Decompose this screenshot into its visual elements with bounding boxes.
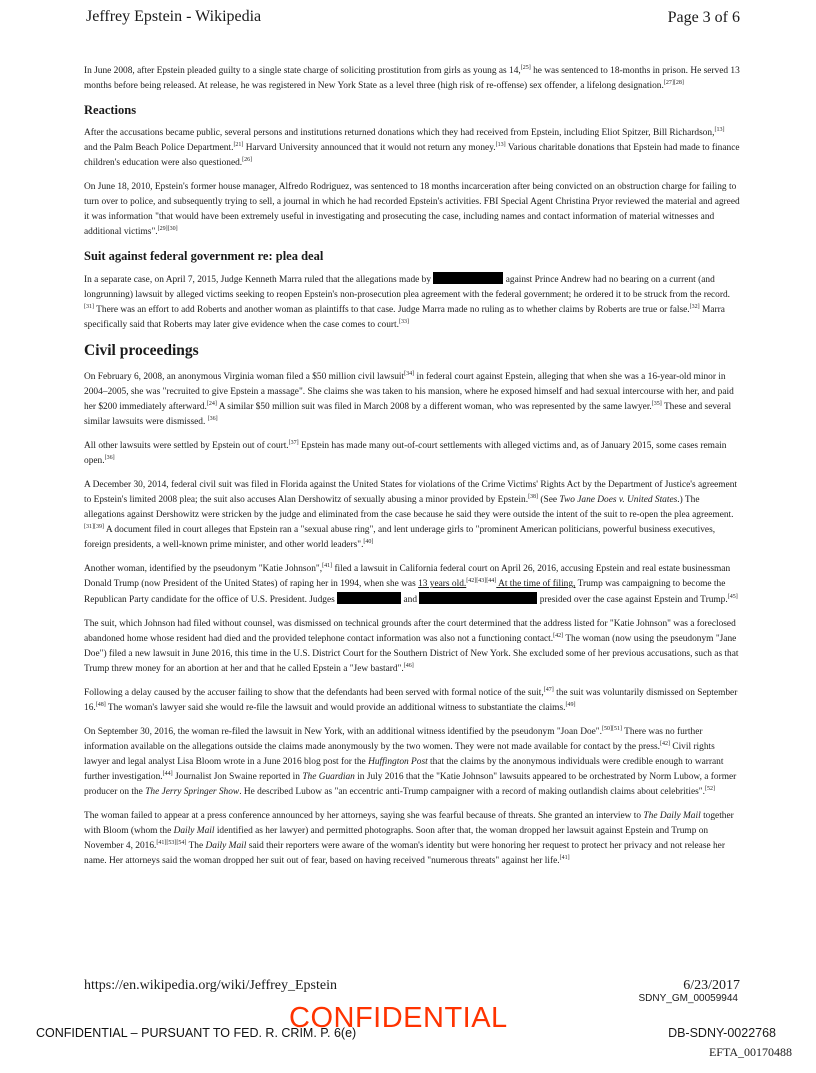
redaction-block — [433, 272, 503, 284]
bates-number-db: DB-SDNY-0022768 — [668, 1026, 776, 1040]
citation[interactable]: [37] — [288, 440, 299, 446]
citation[interactable]: [40] — [363, 539, 374, 545]
publication-name: The Daily Mail — [643, 811, 701, 821]
citation[interactable]: [41] — [559, 855, 570, 861]
civil-paragraph-1: On February 6, 2008, an anonymous Virginia woman filed a $50 million civil lawsuit[34] in federal court against Epstein, alleging that when she was a 16-year-old minor in 2004–2005, she was "recruited to give Epstein a massage". She claims she was taken to his mansion, where he exposed himself and had sexual intercourse with her, and paid her $200 immediately afterward.[24] A similar $50 million suit was filed in March 2008 by a different woman, who was represented by the same lawyer.[35] These and several similar lawsuits were dismissed. [36] — [84, 371, 734, 427]
publication-name: Huffington Post — [368, 757, 428, 767]
sentencing-paragraph: In June 2008, after Epstein pleaded guilty to a single state charge of soliciting prostitution from girls as young as 14,[25] he was sentenced to 18-months in prison. He served 13 months before being released. At release, he was registered in New York State as a level three (high risk of re-offense) sex offender, a lifelong designation.[27][28] — [84, 65, 740, 91]
citation[interactable]: [13] — [495, 142, 506, 148]
civil-paragraph-5: The suit, which Johnson had filed without counsel, was dismissed on technical grounds after the court determined that the address listed for "Katie Johnson" was a foreclosed abandoned home whose resident had died and the provided telephone contact information was also not a functioning contact.[42] The woman (now using the pseudonym "Jane Doe") filed a new lawsuit in June 2016, this time in the U.S. District Court for the Southern District of New York. She excluded some of her previous accusations, such as that Trump threw money for an abortion at her and that he called Epstein a "Jew bastard".[46] — [84, 619, 739, 674]
reactions-paragraph-1: After the accusations became public, several persons and institutions returned donations which they had received from Epstein, including Eliot Spitzer, Bill Richardson,[13] and the Palm Beach Police Department.[21] Harvard University announced that it would not return any money.[13] Various charitable donations that Epstein had made to finance children's education were also questioned.[26] — [84, 127, 740, 168]
publication-name: Daily Mail — [205, 841, 247, 851]
civil-paragraph-3: A December 30, 2014, federal civil suit was filed in Florida against the United States for violations of the Crime Victims' Rights Act by the Department of Justice's agreement to Epstein's limited 2008 plea; the suit also accuses Alan Dershowitz of sexually abusing a minor provided by Epstein.[38] (See Two Jane Does v. United States.) The allegations against Dershowitz were stricken by the judge and eliminated from the case because he said they were outside the intent of the suit to re-open the plea agreement.[31][39] A document filed in court alleges that Epstein ran a "sexual abuse ring", and lent underage girls to "prominent American politicians, powerful business executives, foreign presidents, a well-known prime minister, and other world leaders".[40] — [84, 480, 738, 550]
footer-url[interactable]: https://en.wikipedia.org/wiki/Jeffrey_Epstein — [84, 978, 337, 993]
publication-name: The Guardian — [302, 772, 355, 782]
underlined-text: At the time of filing, — [496, 579, 576, 589]
civil-paragraph-7: On September 30, 2016, the woman re-filed the lawsuit in New York, with an additional witness identified by the pseudonym "Joan Doe".[50][51] There was no further information available on the allegations outside the claims made anonymously by the two women. They were not made available for contact by the press.[42] Civil rights lawyer and legal analyst Lisa Bloom wrote in a June 2016 blog post for the Huffington Post that the claims by the anonymous individuals were credible enough to warrant further investigation.[44] Journalist Jon Swaine reported in The Guardian in July 2016 that the "Katie Johnson" lawsuits appeared to be orchestrated by Norm Lubow, a former producer on the The Jerry Springer Show. He described Lubow as "an eccentric anti-Trump campaigner with a record of making outlandish claims about celebrities".[52] — [84, 726, 737, 797]
publication-name: Daily Mail — [173, 826, 215, 836]
citation[interactable]: [31] — [84, 304, 94, 310]
citation[interactable]: [42] — [659, 741, 670, 747]
reactions-paragraph-2: On June 18, 2010, Epstein's former house manager, Alfredo Rodriguez, was sentenced to 18 months incarceration after being convicted on an obstruction charge for failing to turn over to police, and subsequently trying to sell, a journal in which he had recorded Epstein's activities. FBI Special Agent Christina Pryor reviewed the material and agreed it was information "that would have been extremely useful in investigating and prosecuting the case, including names and contact information of material witnesses and additional victims".[29][30] — [84, 182, 740, 237]
citation[interactable]: [41] — [322, 563, 333, 569]
show-name: The Jerry Springer Show — [145, 787, 240, 797]
citation[interactable]: [26] — [242, 157, 253, 163]
citation[interactable]: [41][53][54] — [156, 840, 187, 846]
citation[interactable]: [36] — [104, 455, 115, 461]
civil-paragraph-6: Following a delay caused by the accuser failing to show that the defendants had been served with formal notice of the suit,[47] the suit was voluntarily dismissed on September 16.[48] The woman's lawyer said she would re-file the lawsuit and would provide an additional witness to substantiate the claims.[49] — [84, 687, 738, 713]
confidential-stamp: CONFIDENTIAL — [289, 1002, 508, 1034]
citation[interactable]: [48] — [95, 702, 106, 708]
page-number: Page 3 of 6 — [667, 9, 740, 26]
citation[interactable]: [25] — [520, 65, 531, 71]
bates-number-sdny: SDNY_GM_00059944 — [638, 993, 738, 1004]
citation[interactable]: [13] — [714, 127, 725, 133]
citation[interactable]: [45] — [727, 594, 738, 600]
citation[interactable]: [24] — [206, 401, 217, 407]
citation[interactable]: [27][28] — [663, 80, 684, 86]
redaction-block — [337, 592, 401, 604]
citation[interactable]: [29][30] — [157, 226, 178, 232]
section-heading-suit: Suit against federal government re: plea deal — [84, 249, 324, 263]
page-header-title: Jeffrey Epstein - Wikipedia — [86, 8, 262, 25]
citation[interactable]: [36] — [207, 416, 218, 422]
citation[interactable]: [42] — [553, 633, 564, 639]
section-heading-civil-proceedings: Civil proceedings — [84, 342, 199, 359]
citation[interactable]: [31][39] — [84, 524, 104, 530]
citation[interactable]: [47] — [543, 687, 554, 693]
citation[interactable]: [50][51] — [601, 726, 622, 732]
suit-paragraph: In a separate case, on April 7, 2015, Judge Kenneth Marra ruled that the allegations made by against Prince Andrew had no bearing on a current (and longrunning) lawsuit by alleged victims seeking to reopen Epstein's non-prosecution plea agreement with the federal government; he ordered it to be struck from the record.[31] There was an effort to add Roberts and another woman as plaintiffs to that case. Judge Marra made no ruling as to whether claims by Roberts are true or false.[32] Marra specifically said that Roberts may later give evidence when the case comes to court.[33] — [84, 272, 740, 333]
citation[interactable]: [32] — [689, 304, 700, 310]
citation[interactable]: [21] — [233, 142, 244, 148]
civil-paragraph-8: The woman failed to appear at a press conference announced by her attorneys, saying she was fearful because of threats. She granted an interview to The Daily Mail together with Bloom (whom the Daily Mail identified as her lawyer) and permitted photographs. Soon after that, the woman dropped her lawsuit against Epstein and Trump on November 4, 2016.[41][53][54] The Daily Mail said their reporters were aware of the woman's identity but were honoring her request to protect her privacy and not release her name. Her attorneys said the woman dropped her suit out of fear, based on having received "numerous threats" against her life.[41] — [84, 811, 734, 866]
citation[interactable]: [35] — [651, 401, 662, 407]
case-name: Two Jane Does v. United States — [559, 495, 678, 505]
citation[interactable]: [46] — [403, 663, 414, 669]
citation[interactable]: [33] — [399, 319, 409, 325]
citation[interactable]: [38] — [528, 494, 539, 500]
civil-paragraph-2: All other lawsuits were settled by Epstein out of court.[37] Epstein has made many out-of-court settlements with alleged victims and, as of January 2015, some cases remain open.[36] — [84, 440, 727, 466]
citation[interactable]: [49] — [565, 702, 576, 708]
underlined-text: 13 years old. — [418, 579, 467, 589]
section-heading-reactions: Reactions — [84, 103, 137, 117]
citation[interactable]: [52] — [704, 786, 715, 792]
redaction-block — [419, 592, 537, 604]
footer-date: 6/23/2017 — [683, 978, 740, 993]
citation[interactable]: [34] — [404, 371, 415, 377]
civil-paragraph-4: Another woman, identified by the pseudonym "Katie Johnson",[41] filed a lawsuit in California federal court on April 26, 2016, accusing Epstein and real estate businessman Donald Trump (now President of the United States) of raping her in 1994, when she was 13 years old.[42][43][44] At the time of filing, Trump was campaigning to become the Republican Party candidate for the office of U.S. President. Judges and presided over the case against Epstein and Trump.[45] — [84, 563, 738, 605]
citation[interactable]: [44] — [162, 771, 173, 777]
article-body — [84, 64, 740, 878]
confidential-legend: CONFIDENTIAL – PURSUANT TO FED. R. CRIM. P. 6(e) — [36, 1026, 357, 1040]
citation[interactable]: [42][43][44] — [466, 578, 497, 584]
efta-number: EFTA_00170488 — [708, 1045, 792, 1059]
